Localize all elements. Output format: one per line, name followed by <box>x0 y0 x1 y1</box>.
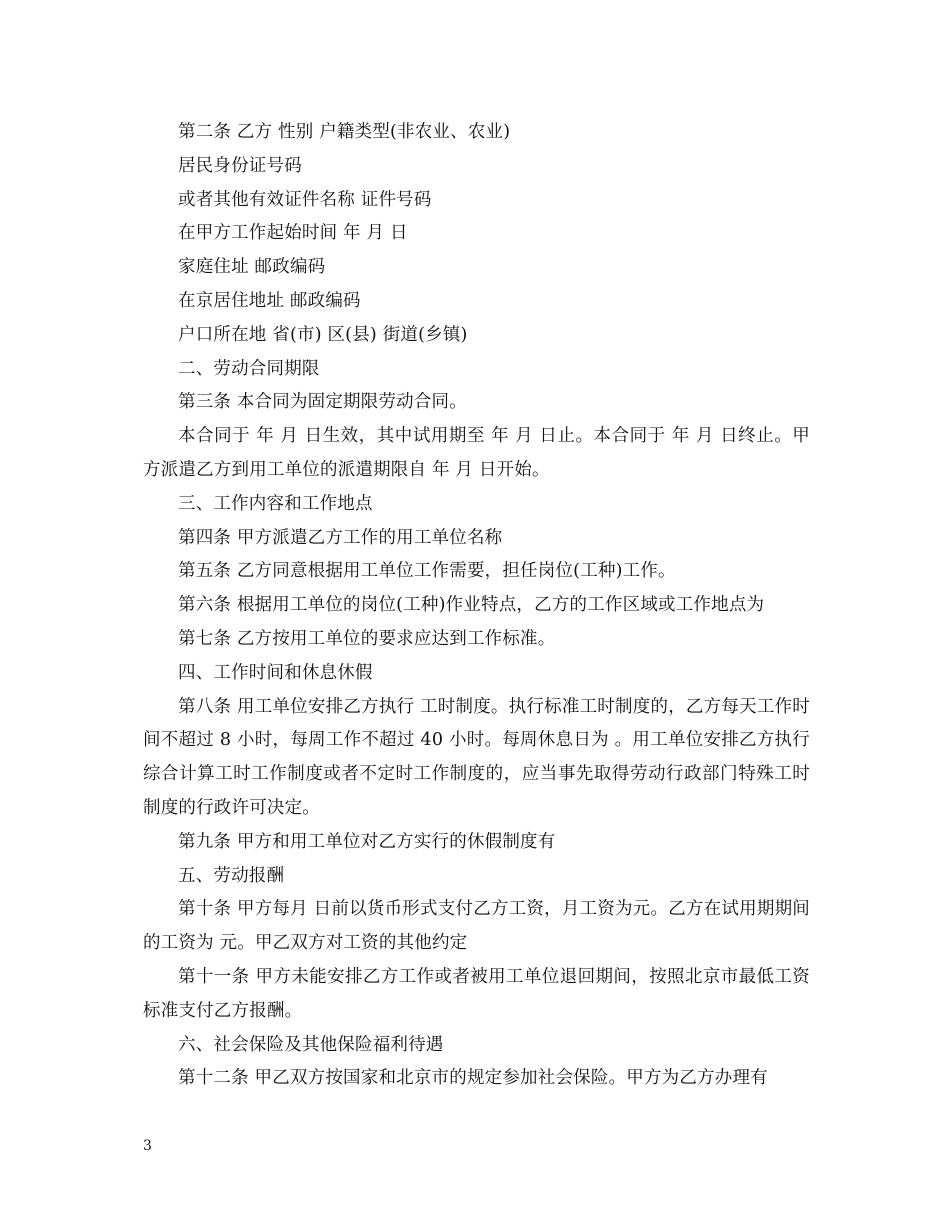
paragraph-article-6: 第六条 根据用工单位的岗位(工种)作业特点，乙方的工作区域或工作地点为 <box>178 595 765 616</box>
paragraph-id-number: 居民身份证号码 <box>178 155 302 176</box>
document-body <box>143 116 810 1096</box>
paragraph-article-7: 第七条 乙方按用工单位的要求应达到工作标准。 <box>178 628 556 649</box>
paragraph-contract-dates: 本合同于 年 月 日生效，其中试用期至 年 月 日止。本合同于 年 月 日终止。甲方派遣乙方到用工单位的派遣期限自 年 月 日开始。 <box>143 426 810 480</box>
paragraph-article-2: 第二条 乙方 性别 户籍类型(非农业、农业) <box>178 122 511 142</box>
section-heading-work-hours: 四、工作时间和休息休假 <box>178 662 373 683</box>
paragraph-beijing-address: 在京居住地址 邮政编码 <box>178 290 361 311</box>
paragraph-article-12: 第十二条 甲乙双方按国家和北京市的规定参加社会保险。甲方为乙方办理有 <box>178 1068 768 1089</box>
paragraph-home-address: 家庭住址 邮政编码 <box>178 257 326 278</box>
paragraph-article-8: 第八条 用工单位安排乙方执行 工时制度。执行标准工时制度的，乙方每天工作时间不超过 8 小时，每周工作不超过 40 小时。每周休息日为 。用工单位安排乙方执行综合计算工时工作制度或者不定时工作制度的，应当事先取得劳动行政部门特殊工时制度的行政许可决定。 <box>143 696 810 818</box>
paragraph-article-4: 第四条 甲方派遣乙方工作的用工单位名称 <box>178 527 503 548</box>
paragraph-household-registration: 户口所在地 省(市) 区(县) 街道(乡镇) <box>178 324 468 345</box>
paragraph-article-11: 第十一条 甲方未能安排乙方工作或者被用工单位退回期间，按照北京市最低工资标准支付乙方报酬。 <box>143 966 810 1021</box>
paragraph-article-3: 第三条 本合同为固定期限劳动合同。 <box>178 392 467 413</box>
paragraph-article-9: 第九条 甲方和用工单位对乙方实行的休假制度有 <box>178 831 556 852</box>
paragraph-start-date: 在甲方工作起始时间 年 月 日 <box>178 223 408 244</box>
section-heading-contract-term: 二、劳动合同期限 <box>178 358 320 379</box>
page-number: 3 <box>143 1138 152 1154</box>
paragraph-other-id: 或者其他有效证件名称 证件号码 <box>178 189 432 210</box>
paragraph-article-10: 第十条 甲方每月 日前以货币形式支付乙方工资，月工资为元。乙方在试用期期间的工资为 元。甲乙双方对工资的其他约定 <box>143 899 810 954</box>
section-heading-social-insurance: 六、社会保险及其他保险福利待遇 <box>178 1034 444 1055</box>
paragraph-article-5: 第五条 乙方同意根据用工单位工作需要，担任岗位(工种)工作。 <box>178 561 676 582</box>
section-heading-work-content: 三、工作内容和工作地点 <box>178 493 373 514</box>
section-heading-remuneration: 五、劳动报酬 <box>178 865 285 886</box>
